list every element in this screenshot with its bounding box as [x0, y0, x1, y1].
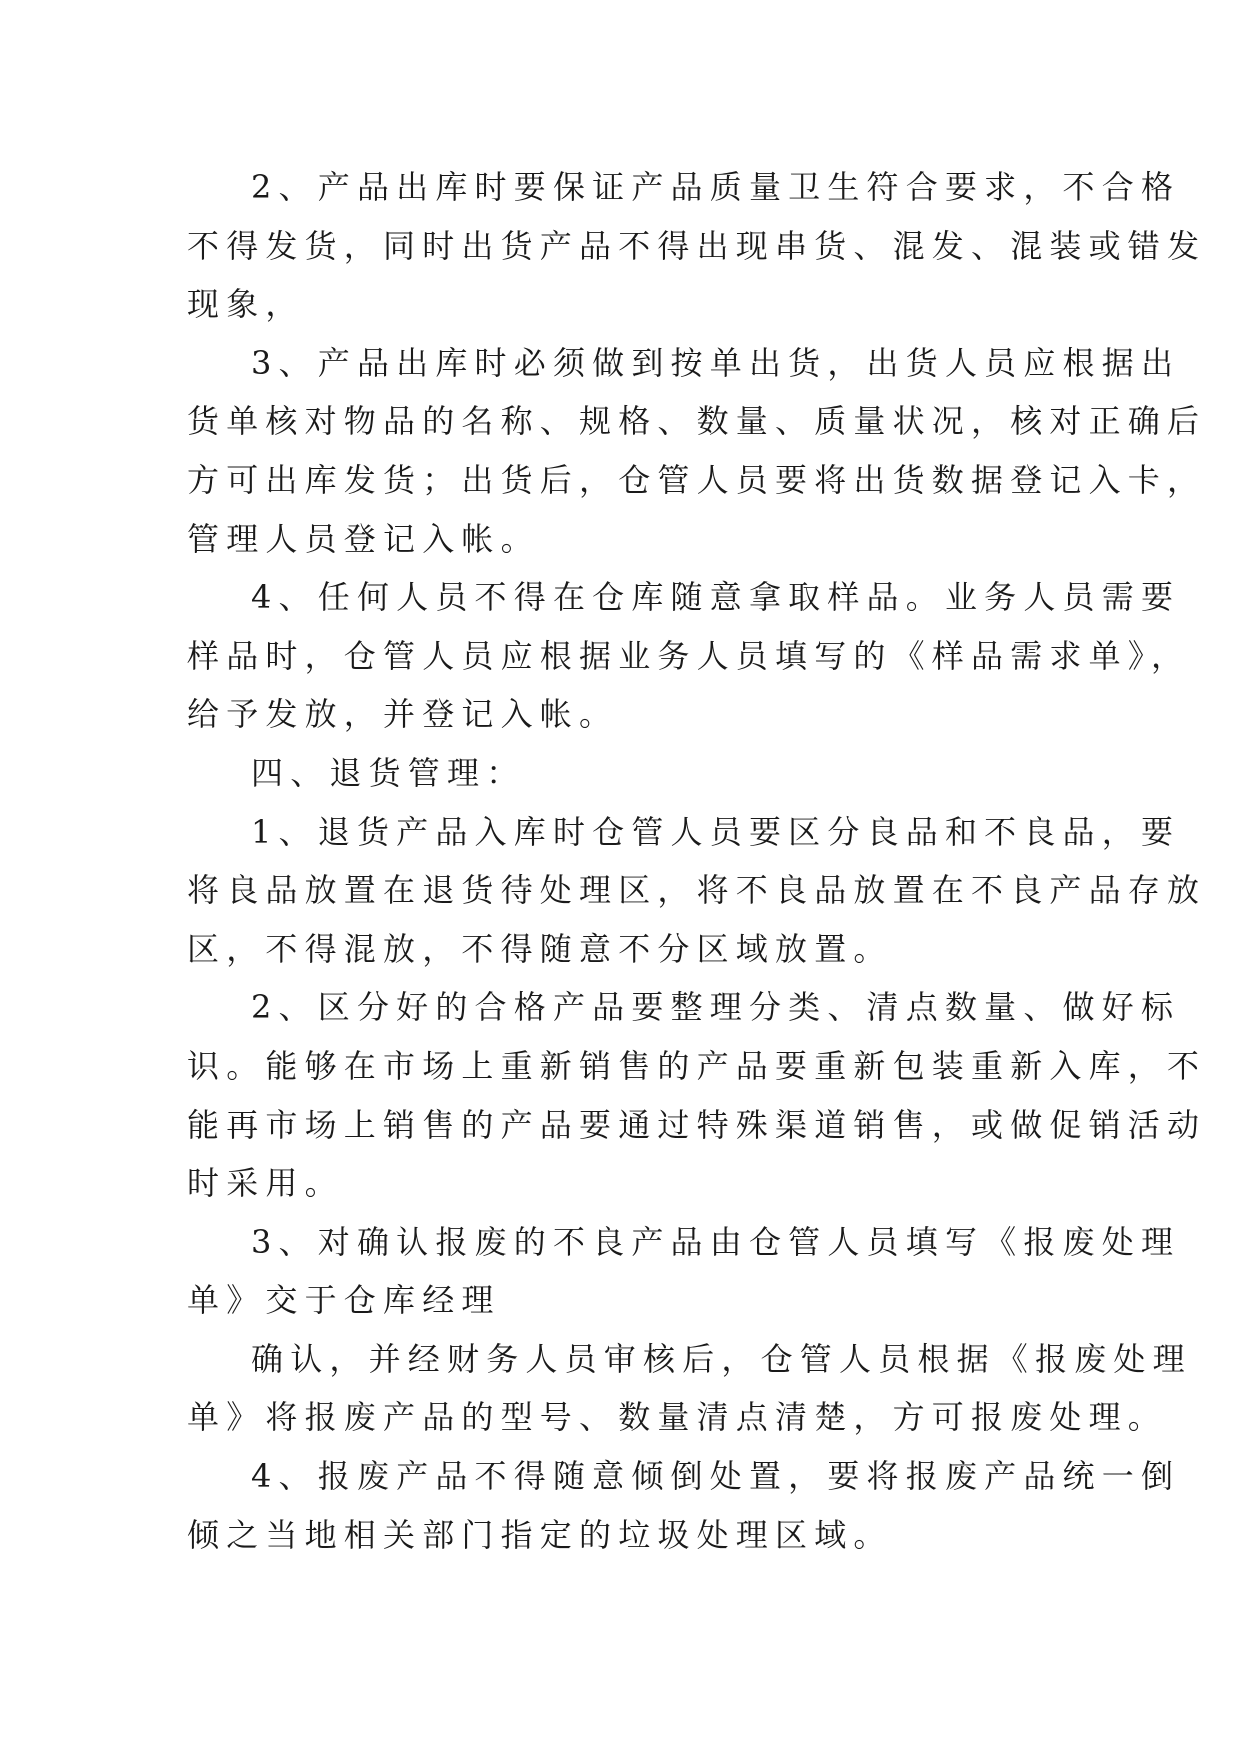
document-body	[187, 158, 1207, 1564]
text-line: 现象，	[187, 285, 305, 324]
text-line: 2、产品出库时要保证产品质量卫生符合要求，不合格	[251, 168, 1181, 206]
text-line: 识。能够在市场上重新销售的产品要重新包装重新入库，不	[187, 1046, 1207, 1085]
text-line: 3、产品出库时必须做到按单出货，出货人员应根据出	[251, 343, 1181, 382]
text-line: 2、区分好的合格产品要整理分类、清点数量、做好标	[251, 988, 1181, 1027]
section-heading: 四、退货管理：	[251, 753, 526, 792]
text-line: 4、任何人员不得在仓库随意拿取样品。业务人员需要	[251, 578, 1181, 617]
text-line: 时采用。	[187, 1164, 344, 1203]
text-line: 区，不得混放，不得随意不分区域放置。	[187, 929, 893, 968]
text-line: 给予发放，并登记入帐。	[187, 695, 619, 734]
text-line: 不得发货，同时出货产品不得出现串货、混发、混装或错发	[187, 226, 1207, 265]
text-line: 管理人员登记入帐。	[187, 519, 540, 558]
text-line: 方可出库发货；出货后，仓管人员要将出货数据登记入卡，	[187, 460, 1207, 499]
text-line: 能再市场上销售的产品要通过特殊渠道销售，或做促销活动	[187, 1105, 1207, 1144]
text-line: 货单核对物品的名称、规格、数量、质量状况，核对正确后	[187, 402, 1207, 441]
text-line: 确认，并经财务人员审核后，仓管人员根据《报废处理	[251, 1339, 1192, 1378]
text-line: 倾之当地相关部门指定的垃圾处理区域。	[187, 1515, 893, 1554]
text-line: 将良品放置在退货待处理区，将不良品放置在不良产品存放	[187, 871, 1207, 910]
text-line: 3、对确认报废的不良产品由仓管人员填写《报废处理	[251, 1222, 1181, 1261]
text-line: 1、退货产品入库时仓管人员要区分良品和不良品，要	[251, 812, 1181, 851]
text-line: 单》将报废产品的型号、数量清点清楚，方可报废处理。	[187, 1398, 1168, 1437]
text-line: 样品时，仓管人员应根据业务人员填写的《样品需求单》，	[187, 636, 1191, 675]
text-line: 单》交于仓库经理	[187, 1281, 501, 1320]
text-line: 4、报废产品不得随意倾倒处置，要将报废产品统一倒	[251, 1457, 1181, 1496]
